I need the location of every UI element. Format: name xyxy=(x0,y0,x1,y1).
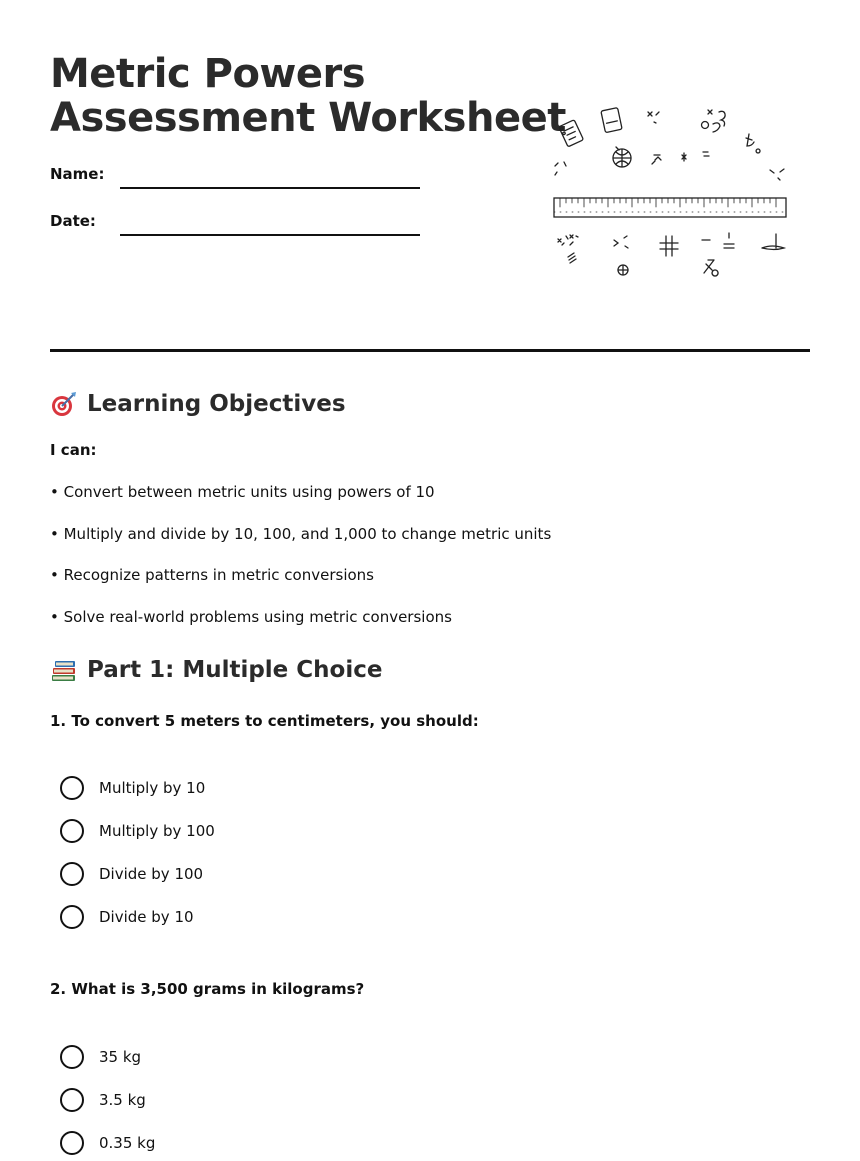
objective-item: • Recognize patterns in metric conversions xyxy=(50,566,374,584)
date-field[interactable] xyxy=(120,234,420,236)
option-label: 0.35 kg xyxy=(99,1134,156,1152)
books-icon xyxy=(50,656,78,684)
question-1-option-c[interactable] xyxy=(60,862,203,886)
part1-heading xyxy=(50,656,382,684)
name-field[interactable] xyxy=(120,187,420,189)
title-line-1: Metric Powers xyxy=(50,51,366,97)
learning-objectives-title: Learning Objectives xyxy=(87,391,346,417)
math-doodles-ruler-icon xyxy=(548,100,793,285)
section-divider xyxy=(50,349,810,352)
radio-button[interactable] xyxy=(60,776,84,800)
radio-button[interactable] xyxy=(60,819,84,843)
option-label: Divide by 100 xyxy=(99,865,204,883)
objective-item: • Multiply and divide by 10, 100, and 1,000 to change metric units xyxy=(50,525,552,543)
objectives-intro: I can: xyxy=(50,441,97,459)
question-1-option-a[interactable] xyxy=(60,776,205,800)
option-label: 3.5 kg xyxy=(99,1091,146,1109)
radio-button[interactable] xyxy=(60,862,84,886)
question-1-prompt: 1. To convert 5 meters to centimeters, you should: xyxy=(50,712,479,730)
title-line-2: Assessment Worksheet xyxy=(50,95,566,141)
name-label: Name: xyxy=(50,165,105,183)
part1-title: Part 1: Multiple Choice xyxy=(87,657,383,683)
objective-item: • Solve real-world problems using metric conversions xyxy=(50,608,452,626)
option-label: Multiply by 10 xyxy=(99,779,206,797)
radio-button[interactable] xyxy=(60,905,84,929)
radio-button[interactable] xyxy=(60,1131,84,1155)
option-label: 35 kg xyxy=(99,1048,142,1066)
option-label: Divide by 10 xyxy=(99,908,194,926)
worksheet-title xyxy=(50,52,566,140)
question-1-option-b[interactable] xyxy=(60,819,215,843)
question-1-option-d[interactable] xyxy=(60,905,194,929)
question-2-prompt: 2. What is 3,500 grams in kilograms? xyxy=(50,980,365,998)
objective-item: • Convert between metric units using powers of 10 xyxy=(50,483,435,501)
question-2-option-a[interactable] xyxy=(60,1045,141,1069)
radio-button[interactable] xyxy=(60,1088,84,1112)
target-icon xyxy=(50,390,78,418)
date-label: Date: xyxy=(50,212,96,230)
option-label: Multiply by 100 xyxy=(99,822,215,840)
learning-objectives-heading xyxy=(50,390,346,418)
question-2-option-b[interactable] xyxy=(60,1088,146,1112)
question-2-option-c[interactable] xyxy=(60,1131,155,1155)
radio-button[interactable] xyxy=(60,1045,84,1069)
